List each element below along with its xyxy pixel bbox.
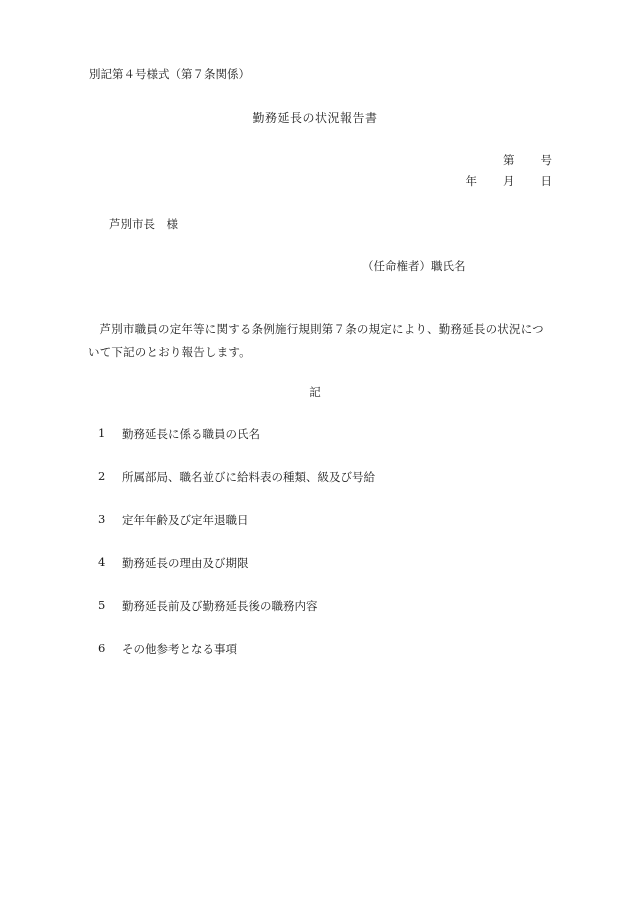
list-item	[98, 555, 375, 598]
document-number	[503, 152, 552, 168]
item-number: 5	[98, 598, 106, 612]
item-text: 勤務延長の理由及び期限	[122, 556, 249, 570]
list-item	[98, 512, 375, 555]
ki-heading: 記	[309, 385, 321, 399]
list-item	[98, 469, 375, 512]
item-text: 所属部局、職名並びに給料表の種類、級及び号給	[122, 470, 375, 484]
list-item	[98, 641, 375, 684]
item-text: 勤務延長前及び勤務延長後の職務内容	[122, 599, 318, 613]
doc-number-gou: 号	[540, 153, 552, 167]
item-list	[98, 426, 375, 684]
list-item	[98, 598, 375, 641]
item-number: 2	[98, 469, 106, 483]
item-number: 1	[98, 426, 106, 440]
form-id-label: 別記第４号様式（第７条関係）	[89, 67, 250, 81]
document-date	[466, 173, 553, 189]
addressee: 芦別市長 様	[109, 217, 178, 231]
body-paragraph: 芦別市職員の定年等に関する条例施行規則第７条の規定により、勤務延長の状況について下記のとおり報告します。	[88, 322, 544, 359]
item-text: 勤務延長に係る職員の氏名	[122, 427, 260, 441]
item-number: 6	[98, 641, 106, 655]
date-day: 日	[540, 174, 552, 188]
document-title: 勤務延長の状況報告書	[252, 111, 378, 125]
item-text: 定年年齢及び定年退職日	[122, 513, 249, 527]
sender-name-line: （任命権者）職氏名	[362, 259, 466, 273]
list-item	[98, 426, 375, 469]
doc-number-dai: 第	[503, 153, 515, 167]
date-month: 月	[503, 174, 515, 188]
item-text: その他参考となる事項	[122, 642, 237, 656]
date-year: 年	[465, 174, 477, 188]
item-number: 4	[98, 555, 106, 569]
item-number: 3	[98, 512, 106, 526]
